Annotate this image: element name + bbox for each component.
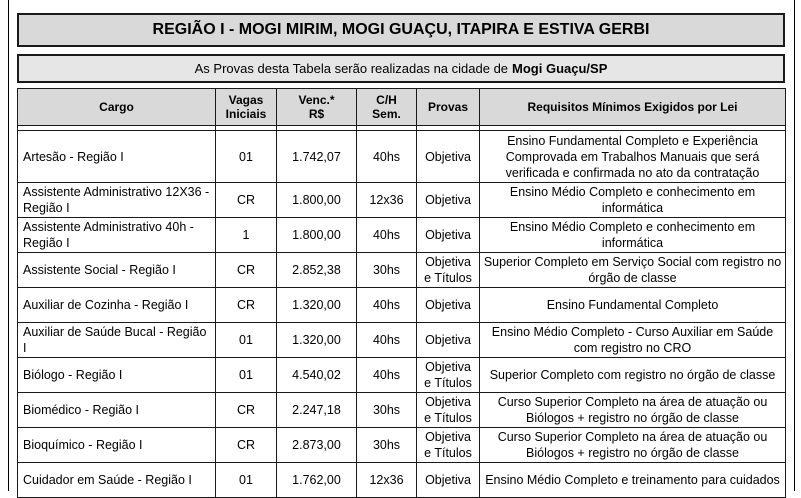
cell-cargo: Assistente Social - Região I	[18, 253, 216, 288]
cell-vagas: CR	[216, 183, 277, 218]
cell-cargo: Auxiliar de Cozinha - Região I	[18, 288, 216, 323]
cell-requisitos: Curso Superior Completo na área de atuação ou Biólogos + registro no órgão de classe	[480, 428, 786, 463]
table-row	[18, 183, 786, 218]
table-row	[18, 323, 786, 358]
cell-requisitos: Superior Completo em Serviço Social com registro no órgão de classe	[480, 253, 786, 288]
table-row	[18, 131, 786, 183]
jobs-table	[17, 88, 786, 498]
header-ch	[357, 89, 417, 126]
cell-cargo: Biólogo - Região I	[18, 358, 216, 393]
table-row	[18, 253, 786, 288]
cell-cargo: Biomédico - Região I	[18, 393, 216, 428]
cell-ch: 40hs	[357, 358, 417, 393]
header-ch-line1: C/H	[376, 93, 397, 107]
cell-ch: 40hs	[357, 131, 417, 183]
header-venc	[277, 89, 357, 126]
table-row	[18, 288, 786, 323]
cell-provas: Objetiva e Títulos	[417, 428, 480, 463]
cell-provas: Objetiva e Títulos	[417, 358, 480, 393]
header-vagas	[216, 89, 277, 126]
cell-requisitos: Ensino Fundamental Completo	[480, 288, 786, 323]
cell-requisitos: Ensino Médio Completo e conhecimento em informática	[480, 218, 786, 253]
table-row	[18, 218, 786, 253]
cell-provas: Objetiva	[417, 463, 480, 498]
cell-ch: 40hs	[357, 218, 417, 253]
cell-venc: 1.320,00	[277, 323, 357, 358]
cell-requisitos: Ensino Fundamental Completo e Experiência Comprovada em Trabalhos Manuais que será verificada e confirmada no ato da contratação	[480, 131, 786, 183]
cell-vagas: 01	[216, 358, 277, 393]
header-vagas-line1: Vagas	[228, 93, 264, 107]
cell-vagas: 01	[216, 463, 277, 498]
cell-requisitos: Superior Completo com registro no órgão de classe	[480, 358, 786, 393]
header-requisitos: Requisitos Mínimos Exigidos por Lei	[480, 89, 786, 126]
cell-requisitos: Ensino Médio Completo - Curso Auxiliar em Saúde com registro no CRO	[480, 323, 786, 358]
cell-vagas: 1	[216, 218, 277, 253]
cell-venc: 2.852,38	[277, 253, 357, 288]
table-header-row	[18, 89, 786, 126]
region-title-text: REGIÃO I - MOGI MIRIM, MOGI GUAÇU, ITAPIRA E ESTIVA GERBI	[152, 21, 650, 38]
exam-location-banner	[17, 54, 785, 83]
cell-venc: 1.320,00	[277, 288, 357, 323]
cell-venc: 4.540,02	[277, 358, 357, 393]
exam-location-city: Mogi Guaçu/SP	[512, 61, 608, 76]
cell-vagas: CR	[216, 393, 277, 428]
cell-ch: 40hs	[357, 288, 417, 323]
cell-cargo: Artesão - Região I	[18, 131, 216, 183]
cell-ch: 40hs	[357, 323, 417, 358]
cell-venc: 1.800,00	[277, 218, 357, 253]
cell-vagas: CR	[216, 428, 277, 463]
exam-location-text: As Provas desta Tabela serão realizadas na cidade de	[194, 61, 509, 76]
header-vagas-line2: Iniciais	[225, 107, 267, 121]
cell-vagas: 01	[216, 323, 277, 358]
cell-ch: 30hs	[357, 253, 417, 288]
cell-ch: 12x36	[357, 463, 417, 498]
cell-requisitos: Ensino Médio Completo e conhecimento em informática	[480, 183, 786, 218]
cell-ch: 30hs	[357, 428, 417, 463]
cell-provas: Objetiva e Títulos	[417, 393, 480, 428]
header-venc-line1: Venc.*	[298, 93, 335, 107]
cell-ch: 12x36	[357, 183, 417, 218]
table-row	[18, 428, 786, 463]
cell-requisitos: Curso Superior Completo na área de atuação ou Biólogos + registro no órgão de classe	[480, 393, 786, 428]
table-row	[18, 358, 786, 393]
table-row	[18, 463, 786, 498]
cell-cargo: Assistente Administrativo 40h - Região I	[18, 218, 216, 253]
region-title	[17, 13, 785, 47]
cell-vagas: CR	[216, 253, 277, 288]
header-venc-line2: R$	[308, 107, 325, 121]
cell-vagas: CR	[216, 288, 277, 323]
cell-ch: 30hs	[357, 393, 417, 428]
header-ch-line2: Sem.	[372, 107, 401, 121]
cell-provas: Objetiva	[417, 288, 480, 323]
cell-cargo: Cuidador em Saúde - Região I	[18, 463, 216, 498]
cell-venc: 2.873,00	[277, 428, 357, 463]
cell-cargo: Bioquímico - Região I	[18, 428, 216, 463]
cell-venc: 1.742,07	[277, 131, 357, 183]
cell-vagas: 01	[216, 131, 277, 183]
cell-venc: 2.247,18	[277, 393, 357, 428]
cell-venc: 1.762,00	[277, 463, 357, 498]
cell-provas: Objetiva	[417, 323, 480, 358]
header-cargo: Cargo	[18, 89, 216, 126]
cell-provas: Objetiva	[417, 131, 480, 183]
cell-requisitos: Ensino Médio Completo e treinamento para cuidados	[480, 463, 786, 498]
cell-cargo: Auxiliar de Saúde Bucal - Região I	[18, 323, 216, 358]
cell-venc: 1.800,00	[277, 183, 357, 218]
cell-provas: Objetiva	[417, 183, 480, 218]
cell-provas: Objetiva e Títulos	[417, 253, 480, 288]
table-row	[18, 393, 786, 428]
cell-provas: Objetiva	[417, 218, 480, 253]
header-provas: Provas	[417, 89, 480, 126]
cell-cargo: Assistente Administrativo 12X36 - Região I	[18, 183, 216, 218]
